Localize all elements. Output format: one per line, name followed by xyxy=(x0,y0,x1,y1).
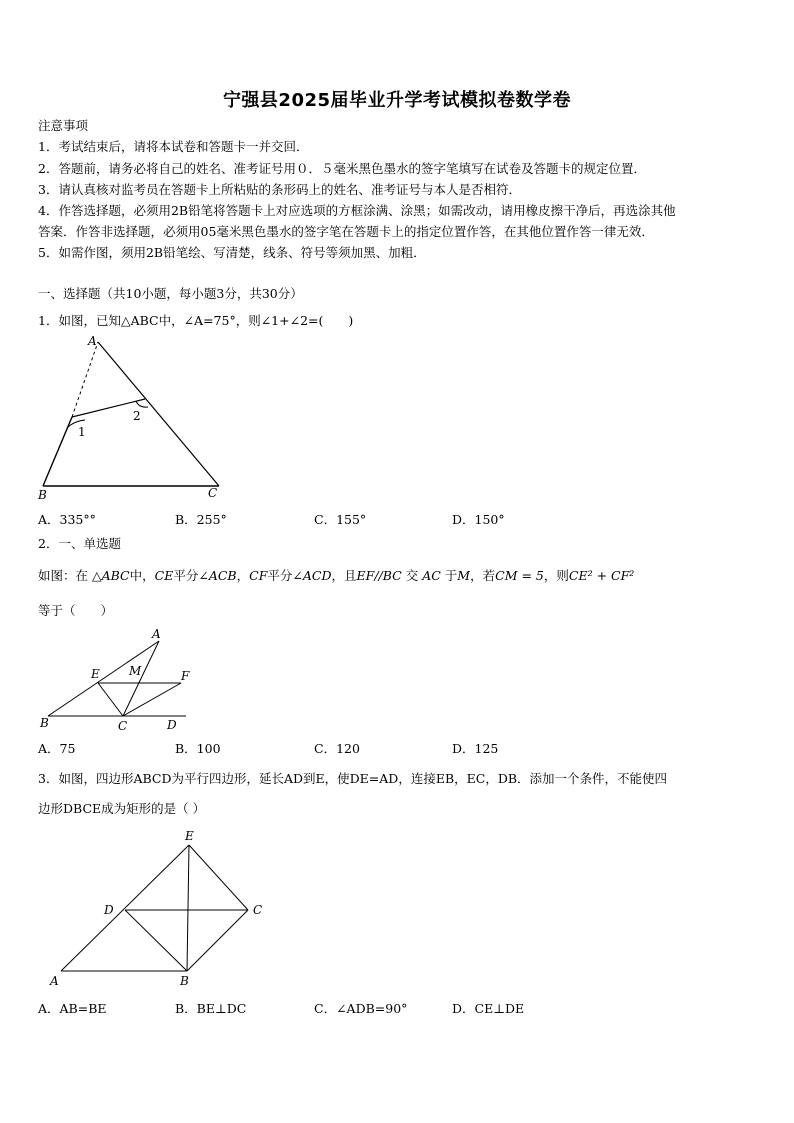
q2-label-m: M xyxy=(129,664,142,678)
note-item: 答案．作答非选择题，必须用05毫米黑色墨水的签字笔在答题卡上的指定位置作答，在其他位置作答一律无效． xyxy=(38,224,654,239)
q2-label-c: C xyxy=(118,719,128,733)
q1-stem: 1．如图，已知△ABC中，∠A=75°，则∠1+∠2=( ) xyxy=(38,313,354,328)
page-title: 宁强县2025届毕业升学考试模拟卷数学卷 xyxy=(222,90,572,111)
q1-triangle-figure xyxy=(30,335,230,505)
q3-option-c: C．∠ADB=90° xyxy=(314,1001,408,1016)
q3-option-d: D．CE⊥DE xyxy=(452,1001,525,1016)
q3-label-a: A xyxy=(50,974,59,988)
section-heading: 一、选择题（共10小题，每小题3分，共30分） xyxy=(38,286,303,301)
q2-label-f: F xyxy=(181,669,190,683)
q1-label-a: A xyxy=(88,335,97,348)
q2-option-c: C．120 xyxy=(314,741,360,756)
q3-stem-line1: 3．如图，四边形ABCD为平行四边形，延长AD到E，使DE=AD，连接EB，EC，DB．添加一个条件，不能使四 xyxy=(38,771,668,786)
q1-label-c: C xyxy=(208,486,218,500)
notes-heading: 注意事项 xyxy=(38,118,89,133)
q2-label-b: B xyxy=(40,716,49,730)
q1-label-1: 1 xyxy=(78,425,86,439)
q1-option-c: C．155° xyxy=(314,512,367,527)
q3-option-a: A．AB=BE xyxy=(38,1001,107,1016)
q3-figure xyxy=(40,828,280,993)
q2-label-e: E xyxy=(91,667,100,681)
note-item: 2．答题前，请务必将自己的姓名、准考证号用０．５毫米黑色墨水的签字笔填写在试卷及答题卡的规定位置． xyxy=(38,161,646,176)
q1-option-a: A．335°° xyxy=(38,512,96,527)
q3-option-b: B．BE⊥DC xyxy=(175,1001,247,1016)
q3-stem-line2: 边形DBCE成为矩形的是（ ） xyxy=(38,801,206,816)
q1-option-b: B．255° xyxy=(175,512,227,527)
note-item: 5．如需作图，须用2B铅笔绘、写清楚，线条、符号等须加黑、加粗． xyxy=(38,245,426,260)
q3-label-c: C xyxy=(253,903,263,917)
q2-header: 2．一、单选题 xyxy=(38,536,121,551)
q2-label-a: A xyxy=(152,627,161,641)
q1-label-b: B xyxy=(38,488,47,502)
q2-option-b: B．100 xyxy=(175,741,221,756)
q3-label-e: E xyxy=(185,829,194,843)
note-item: 4．作答选择题，必须用2B铅笔将答题卡上对应选项的方框涂满、涂黑；如需改动，请用橡皮擦干净后，再选涂其他 xyxy=(38,203,676,218)
q2-option-d: D．125 xyxy=(452,741,499,756)
note-item: 3．请认真核对监考员在答题卡上所粘贴的条形码上的姓名、准考证号与本人是否相符． xyxy=(38,182,521,197)
note-item: 1．考试结束后，请将本试卷和答题卡一并交回． xyxy=(38,139,309,154)
q2-option-a: A．75 xyxy=(38,741,76,756)
q3-label-b: B xyxy=(180,974,189,988)
q2-stem-end: 等于（ ） xyxy=(38,603,114,618)
q3-label-d: D xyxy=(104,903,114,917)
q2-label-d: D xyxy=(167,718,177,732)
q1-label-2: 2 xyxy=(133,409,141,423)
q2-stem: 如图：在 △ABC中，CE平分∠ACB，CF平分∠ACD，且EF//BC 交 AC 于M，若CM = 5，则CE² + CF² xyxy=(38,568,635,583)
q2-figure xyxy=(36,625,206,737)
q1-option-d: D．150° xyxy=(452,512,505,527)
